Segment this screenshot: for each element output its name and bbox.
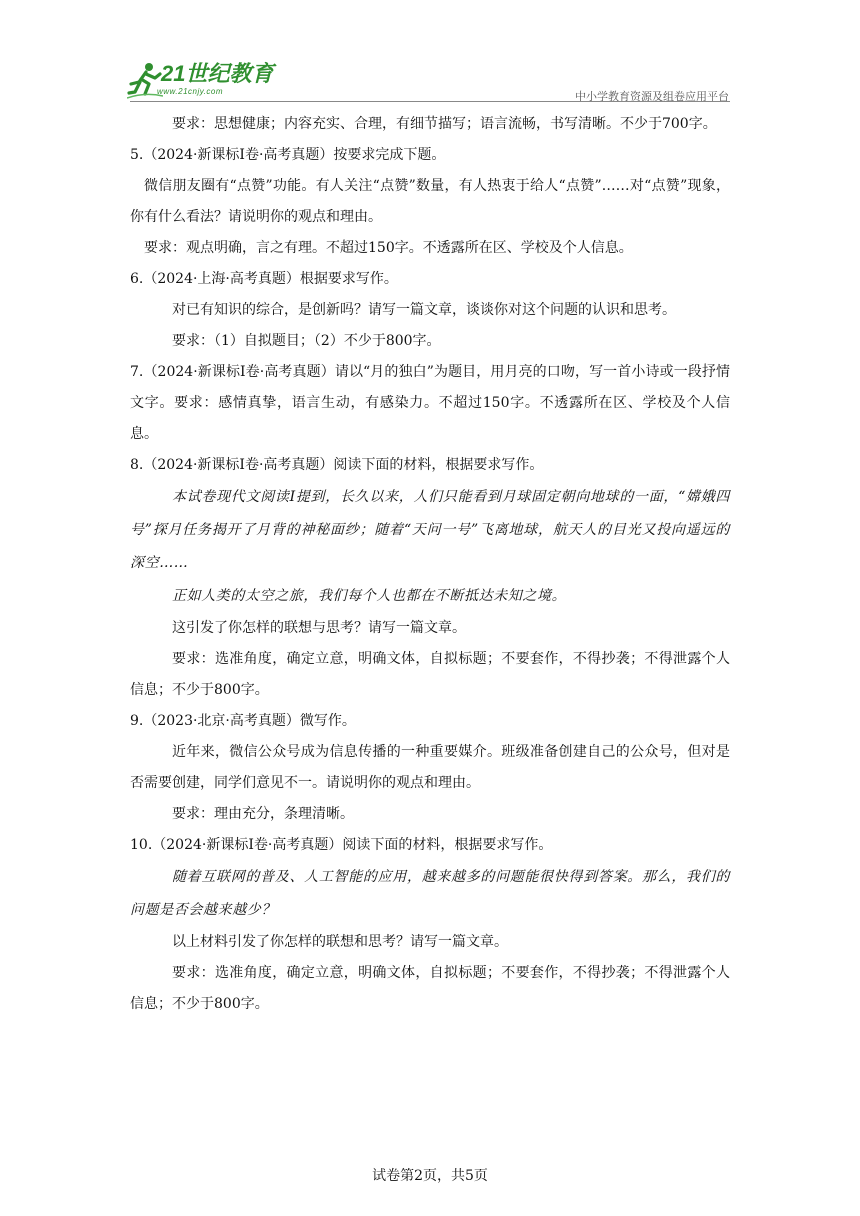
logo-brand-text: 21世纪教育 <box>161 61 274 86</box>
question-9-body: 近年来，微信公众号成为信息传播的一种重要媒介。班级准备创建自己的公众号，但对是否需要创建，同学们意见不一。请说明你的观点和理由。 <box>130 744 730 791</box>
question-10-requirement: 要求：选准角度，确定立意，明确文体，自拟标题；不要套作，不得抄袭；不得泄露个人信息；不少于800字。 <box>130 965 730 1012</box>
question-5-title: 5.（2024·新课标Ⅰ卷·高考真题）按要求完成下题。 <box>130 147 446 163</box>
question-9-title: 9.（2023·北京·高考真题）微写作。 <box>130 713 356 729</box>
document-body <box>130 109 730 1020</box>
question-7: 7.（2024·新课标Ⅰ卷·高考真题）请以“月的独白”为题目，用月亮的口吻，写一首小诗或一段抒情文字。要求：感情真挚，语言生动，有感染力。不超过150字。不透露所在区、学校及个人信息。 <box>130 364 730 442</box>
question-10-material: 随着互联网的普及、人工智能的应用，越来越多的问题能很快得到答案。那么，我们的问题是否会越来越少？ <box>130 869 730 918</box>
page-number: 试卷第2页，共5页 <box>372 1168 488 1184</box>
question-6-title: 6.（2024·上海·高考真题）根据要求写作。 <box>130 271 398 287</box>
brand-logo <box>127 62 287 102</box>
question-8-prompt: 这引发了你怎样的联想与思考？请写一篇文章。 <box>172 620 466 636</box>
question-10-title: 10.（2024·新课标Ⅰ卷·高考真题）阅读下面的材料，根据要求写作。 <box>130 837 553 853</box>
question-8-material-2: 正如人类的太空之旅，我们每个人也都在不断抵达未知之境。 <box>172 588 567 604</box>
question-9-requirement: 要求：理由充分，条理清晰。 <box>172 806 354 822</box>
page-header <box>0 0 860 106</box>
question-8-requirement: 要求：选准角度，确定立意，明确文体，自拟标题；不要套作，不得抄袭；不得泄露个人信息；不少于800字。 <box>130 651 730 698</box>
platform-name: 中小学教育资源及组卷应用平台 <box>575 90 729 103</box>
question-10-prompt: 以上材料引发了你怎样的联想和思考？请写一篇文章。 <box>172 934 508 950</box>
question-8-title: 8.（2024·新课标Ⅰ卷·高考真题）阅读下面的材料，根据要求写作。 <box>130 457 544 473</box>
question-8-material-1: 本试卷现代文阅读Ⅰ提到，长久以来，人们只能看到月球固定朝向地球的一面，“嫦娥四号”探月任务揭开了月背的神秘面纱；随着“天问一号”飞离地球，航天人的目光又投向遥远的深空…… <box>130 489 730 571</box>
header-divider <box>130 101 730 102</box>
question-6-requirement: 要求：（1）自拟题目；（2）不少于800字。 <box>172 333 441 349</box>
question-5-body: 微信朋友圈有“点赞”功能。有人关注“点赞”数量，有人热衷于给人“点赞”……对“点赞”现象，你有什么看法？请说明你的观点和理由。 <box>130 178 730 225</box>
logo-url-text: www.21cnjy.com <box>157 87 223 96</box>
question-5-requirement: 要求：观点明确，言之有理。不超过150字。不透露所在区、学校及个人信息。 <box>144 240 633 256</box>
q4-requirement: 要求：思想健康；内容充实、合理，有细节描写；语言流畅，书写清晰。不少于700字。 <box>172 116 717 132</box>
question-6-body: 对已有知识的综合，是创新吗？请写一篇文章，谈谈你对这个问题的认识和思考。 <box>172 302 676 318</box>
